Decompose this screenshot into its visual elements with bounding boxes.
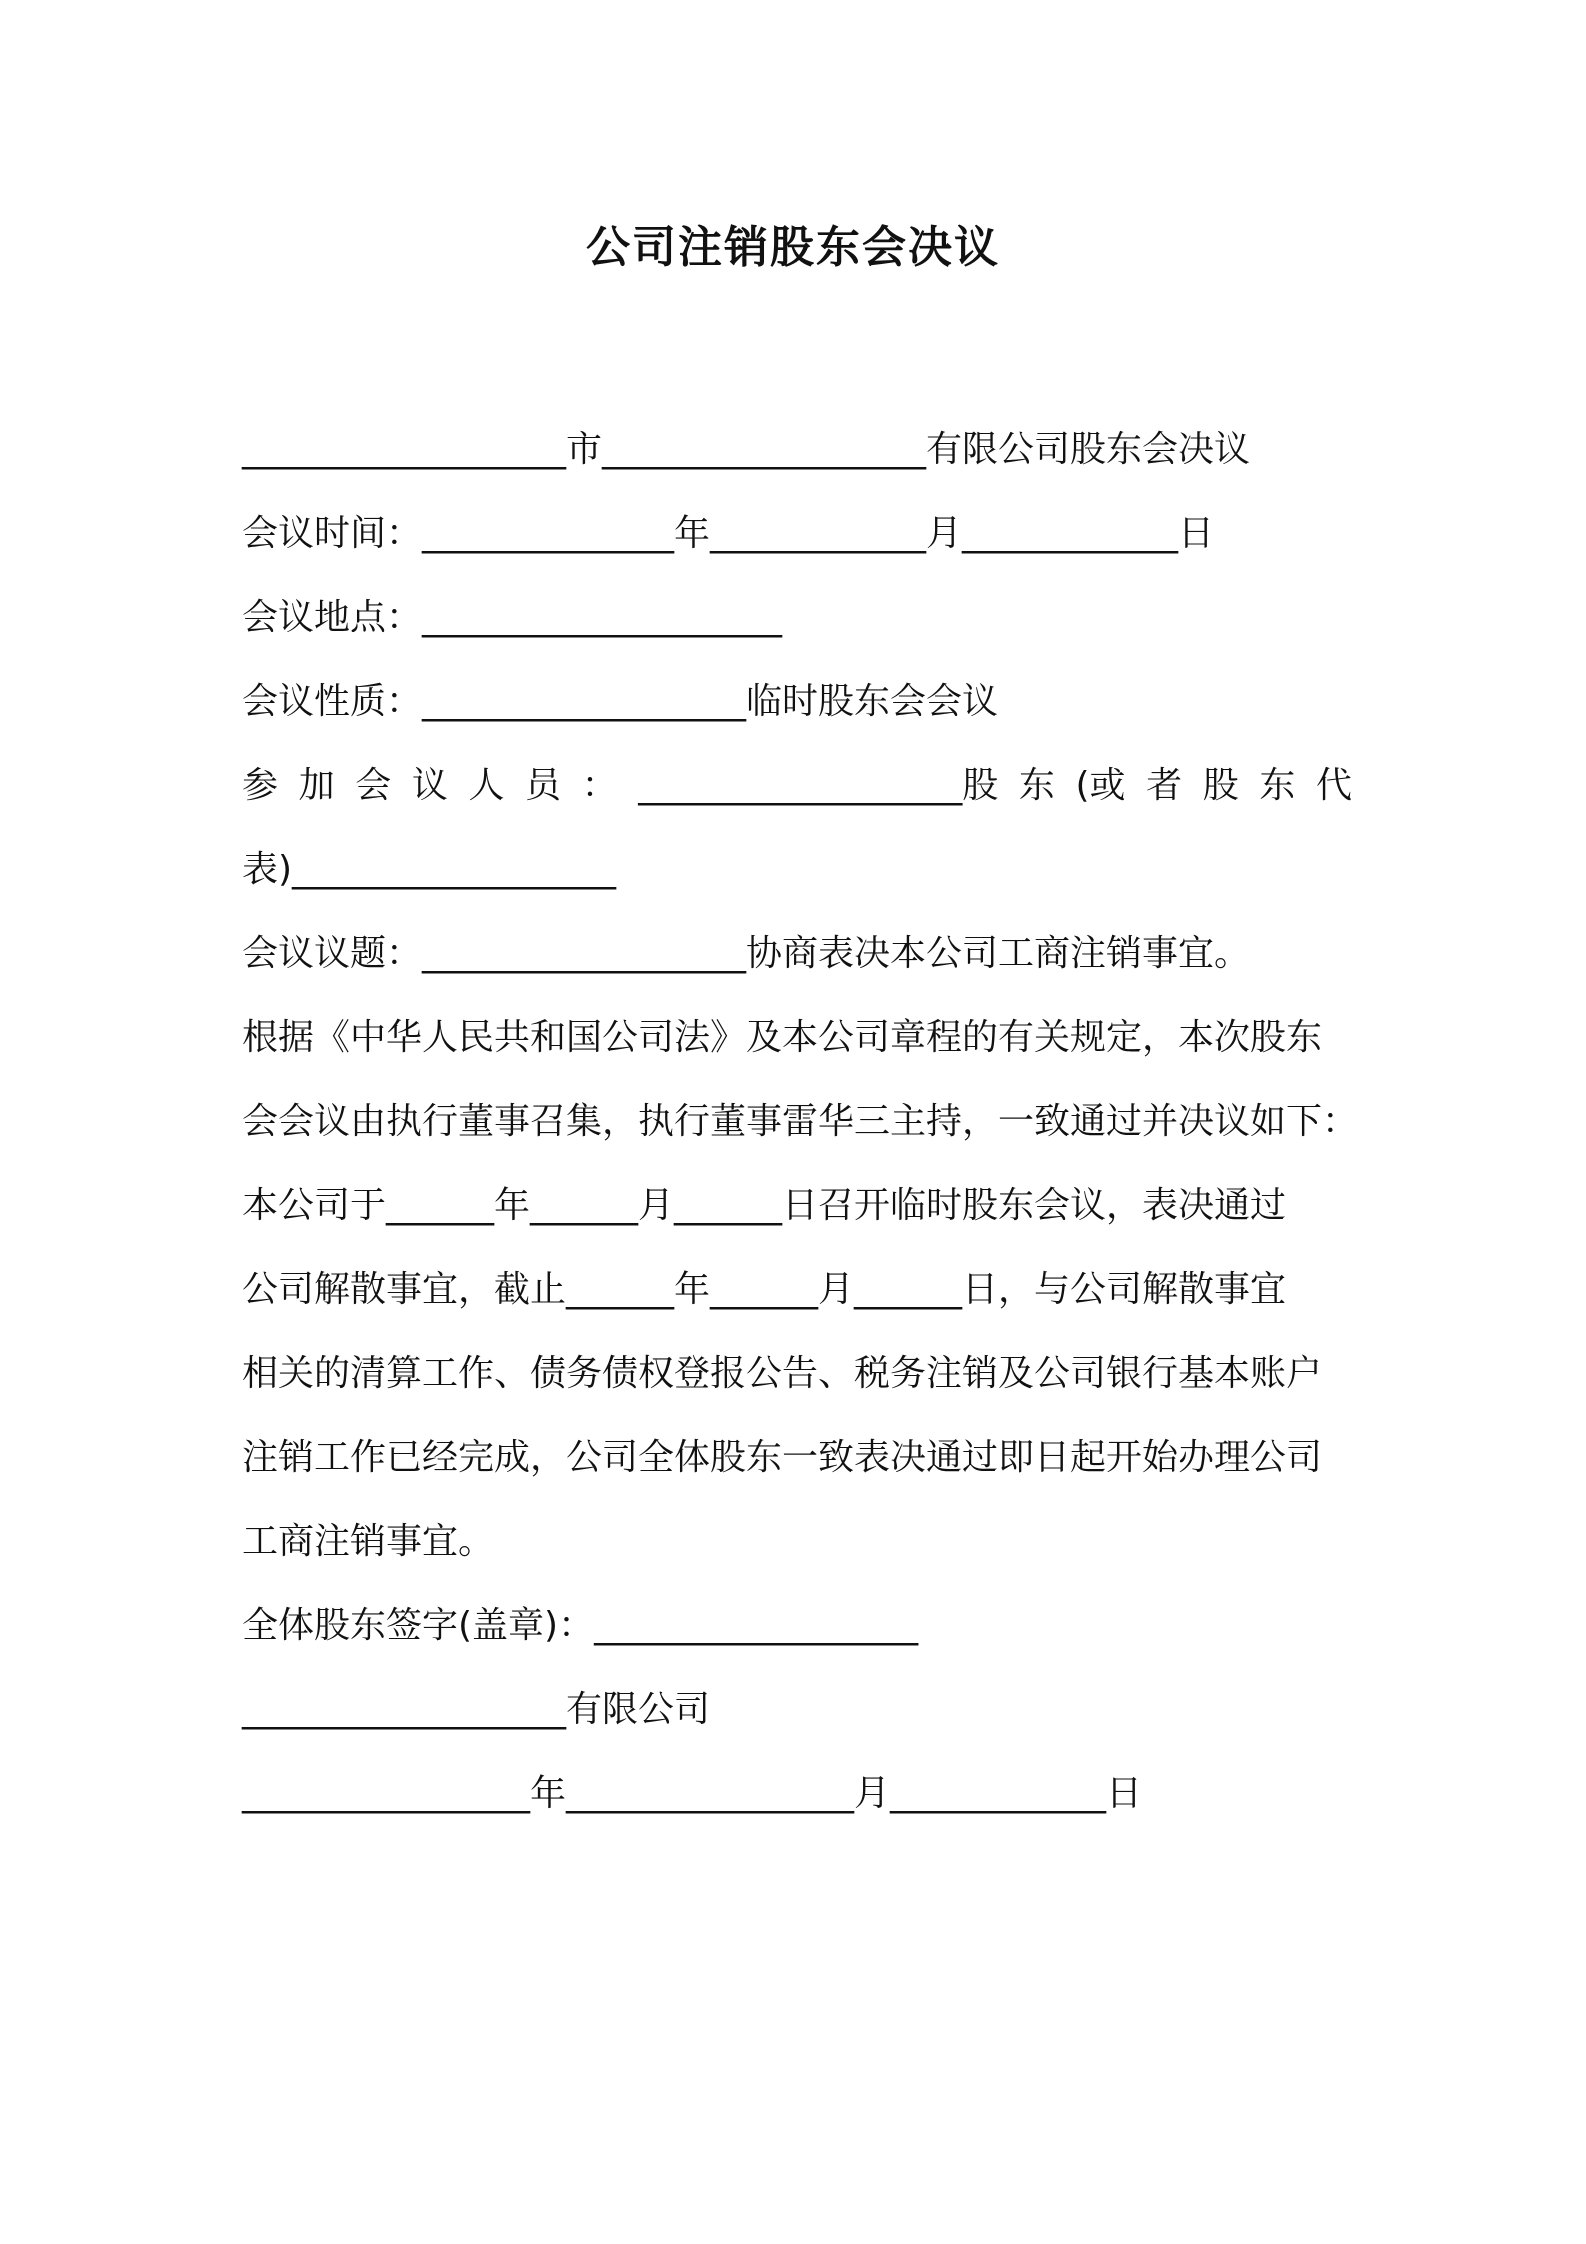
attendees-char: 会: [355, 765, 392, 806]
document-title: 公司注销股东会决议: [586, 222, 1000, 273]
meeting-location-line: 会议地点：____________________: [242, 597, 783, 638]
attendees-char: 参: [242, 765, 279, 806]
attendees-char: 加: [298, 765, 335, 806]
attendees-line-cont: 表)__________________: [242, 849, 617, 890]
attendees-char: 东: [1259, 765, 1296, 806]
document-body: [242, 408, 1359, 1836]
attendees-char: 议: [411, 765, 448, 806]
paragraph-line: 工商注销事宜。: [242, 1521, 495, 1562]
company-resolution-line: __________________市__________________有限公司股东会决议: [242, 429, 1251, 470]
paragraph-line: 会会议由执行董事召集，执行董事雷华三主持，一致通过并决议如下：: [242, 1101, 1359, 1142]
shareholder-signature-line: 全体股东签字(盖章)：__________________: [242, 1605, 919, 1646]
paragraph-line: 本公司于______年______月______日召开临时股东会议，表决通过: [242, 1185, 1287, 1226]
company-name-line: __________________有限公司: [242, 1689, 711, 1730]
paragraph-line: 根据《中华人民共和国公司法》及本公司章程的有关规定，本次股东: [242, 1017, 1323, 1058]
attendees-char: 人: [468, 765, 505, 806]
paragraph-line: 公司解散事宜，截止______年______月______日，与公司解散事宜: [242, 1269, 1287, 1310]
attendees-char: 员: [525, 765, 562, 806]
meeting-topic-line: 会议议题：__________________协商表决本公司工商注销事宜。: [242, 933, 1251, 974]
attendees-char: __________________股: [638, 765, 999, 806]
paragraph-line: 注销工作已经完成，公司全体股东一致表决通过即日起开始办理公司: [242, 1437, 1323, 1478]
attendees-char: 股: [1202, 765, 1239, 806]
meeting-time-line: 会议时间：______________年____________月____________日: [242, 513, 1215, 554]
attendees-char: ：: [581, 765, 618, 806]
attendees-char: (或: [1075, 765, 1126, 806]
paragraph-line: 相关的清算工作、债务债权登报公告、税务注销及公司银行基本账户: [242, 1353, 1323, 1394]
date-line: ________________年________________月____________日: [242, 1773, 1142, 1814]
attendees-char: 者: [1146, 765, 1183, 806]
attendees-char: 代: [1315, 765, 1352, 806]
attendees-line: [242, 744, 1352, 828]
attendees-char: 东: [1018, 765, 1055, 806]
meeting-nature-line: 会议性质：__________________临时股东会会议: [242, 681, 999, 722]
